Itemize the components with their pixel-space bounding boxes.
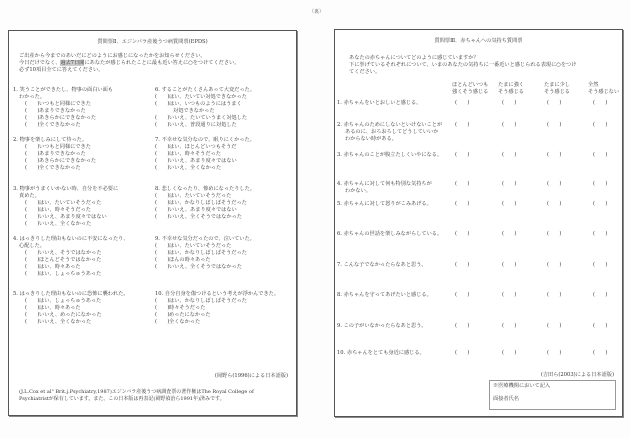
rating-checkbox[interactable]: ( ) xyxy=(455,323,470,329)
answer-option[interactable] xyxy=(155,319,290,326)
medical-staff-box xyxy=(489,380,616,410)
answer-label: はい、時々あった xyxy=(39,305,81,312)
answer-option[interactable] xyxy=(13,158,148,165)
instruction-line-1: ご出産から今までのあいだにどのようにお感じになったかをお知らせください。 xyxy=(19,53,206,59)
answer-label: はい、時々あった xyxy=(39,264,81,271)
bonding-item-10: 10. 赤ちゃんをとても身近に感じる。 xyxy=(337,350,425,356)
rating-checkbox[interactable]: ( ) xyxy=(547,292,562,298)
answer-label: いいえ、全くそうではなかった xyxy=(169,214,242,221)
bonding-item-1: 1. 赤ちゃんをいとおしいと感じる。 xyxy=(337,100,422,106)
answer-checkbox[interactable]: ( ) xyxy=(25,158,40,165)
epds-questionnaire-panel xyxy=(8,30,297,416)
answer-option[interactable] xyxy=(13,101,148,108)
rating-checkbox[interactable]: ( ) xyxy=(502,350,517,356)
answer-label: いいえ、全くそうではなかった xyxy=(169,264,242,271)
epds-instructions xyxy=(19,53,239,74)
answer-label: いいえ、あまり度々ではない xyxy=(169,207,237,214)
bonding-item-6: 6. 赤ちゃんの世話を楽しみながらしている。 xyxy=(337,231,443,237)
rating-checkbox[interactable]: ( ) xyxy=(593,152,608,158)
answer-option[interactable] xyxy=(13,257,148,264)
scale-column-header-1: ほとんどいつも 強くそう感じる xyxy=(452,82,489,96)
bonding-item-9: 9. この子がいなかったらなあと思う。 xyxy=(337,323,427,329)
answer-label: 全くできなかった xyxy=(39,122,81,129)
answer-option[interactable] xyxy=(155,158,290,165)
answer-label: はい、たいてい対処できなかった xyxy=(169,94,247,101)
answer-option[interactable] xyxy=(13,221,148,228)
epds-citation: (岡野ら(1996)による日本語版) xyxy=(214,373,288,379)
answer-label: いいえ、全くなかった xyxy=(169,165,222,172)
answer-label: あまりできなかった xyxy=(39,108,86,115)
rating-checkbox[interactable]: ( ) xyxy=(502,100,517,106)
answer-checkbox[interactable]: ( ) xyxy=(25,312,40,319)
question-text-cont: わかった。 xyxy=(19,94,45,101)
answer-label: はい、時々そうだった xyxy=(39,207,91,214)
answer-label-cont: 対処できなかった xyxy=(173,108,215,115)
answer-label: いいえ、たいていうまく対処した xyxy=(169,115,248,122)
instruction-line-2: 今日だけでなく、過去7日間にあなたが感じられたことに最も近い答えに○をつけてください。 xyxy=(19,60,240,67)
answer-checkbox[interactable]: ( ) xyxy=(155,250,170,257)
answer-label: めったになかった xyxy=(169,312,211,319)
answer-checkbox[interactable]: ( ) xyxy=(25,115,40,122)
bonding-citation: (吉田ら(2003)による日本語版) xyxy=(540,372,614,378)
epds-question-3 xyxy=(13,186,148,228)
answer-label: あまりできなかった xyxy=(39,151,86,158)
question-text: 2. 物事を楽しみにして待った。 xyxy=(13,137,88,143)
rating-checkbox[interactable]: ( ) xyxy=(593,201,608,207)
answer-option[interactable] xyxy=(155,94,290,101)
answer-checkbox[interactable]: ( ) xyxy=(155,165,170,172)
answer-checkbox[interactable]: ( ) xyxy=(155,158,170,165)
answer-label: はい、かなりしばしばそうだった xyxy=(169,250,247,257)
answer-checkbox[interactable]: ( ) xyxy=(155,312,170,319)
bonding-title: 質問票Ⅲ．赤ちゃんへの気持ち質問票 xyxy=(434,38,523,44)
rating-checkbox[interactable]: ( ) xyxy=(502,323,517,329)
answer-label: ほんの時々あった xyxy=(169,257,211,264)
instruction-line-3: 必ず10項目全てに答えてください。 xyxy=(19,67,104,74)
epds-question-5 xyxy=(13,291,148,326)
bonding-instructions: あなたの赤ちゃんについてどのように感じていますか？ 下に挙げているそれぞれについて、いまのあなたの気持ちに一番近いと感じられる表現に○をつけ てください。 xyxy=(349,55,577,76)
bonding-item-4: 4. 赤ちゃんに対して何も特別な気持ちが わかない。 xyxy=(337,181,432,195)
question-text: 1. 笑うことができたし、物事の面白い面も xyxy=(13,87,113,93)
answer-checkbox[interactable]: ( ) xyxy=(155,214,170,221)
question-text: 9. 不幸せな気分だったので、泣いていた。 xyxy=(155,236,255,242)
answer-checkbox[interactable]: ( ) xyxy=(155,122,170,129)
question-text: 6. することがたくさんあって大変だった。 xyxy=(155,87,255,93)
answer-checkbox[interactable]: ( ) xyxy=(25,298,40,305)
answer-label: はい、ほとんどいつもそうだ xyxy=(169,144,237,151)
epds-question-2 xyxy=(13,137,148,172)
answer-checkbox[interactable]: ( ) xyxy=(155,193,170,200)
answer-label: 全くなかった xyxy=(169,319,201,326)
answer-option[interactable] xyxy=(155,165,290,172)
answer-option[interactable] xyxy=(155,144,290,151)
rating-checkbox[interactable]: ( ) xyxy=(502,292,517,298)
rating-checkbox[interactable]: ( ) xyxy=(547,231,562,237)
answer-checkbox[interactable]: ( ) xyxy=(25,214,40,221)
answer-option[interactable] xyxy=(155,193,290,200)
answer-label: いつもと同様にできた xyxy=(39,144,91,151)
answer-option[interactable] xyxy=(155,250,290,257)
answer-label: はい、かなりしばしばそうだった xyxy=(169,200,247,207)
answer-option[interactable] xyxy=(155,305,290,312)
rating-checkbox[interactable]: ( ) xyxy=(455,231,470,237)
answer-checkbox[interactable]: ( ) xyxy=(25,264,40,271)
answer-option[interactable] xyxy=(13,250,148,257)
answer-label: いいえ、全くなかった xyxy=(39,319,92,326)
answer-option[interactable] xyxy=(155,214,290,221)
answer-checkbox[interactable]: ( ) xyxy=(155,115,170,122)
answer-option[interactable] xyxy=(13,298,148,305)
rating-checkbox[interactable]: ( ) xyxy=(455,181,470,187)
answer-label: いいえ、全くなかった xyxy=(39,221,92,228)
answer-option[interactable] xyxy=(13,207,148,214)
epds-question-8 xyxy=(155,186,290,221)
answer-label: 時々そうだった xyxy=(169,305,206,312)
epds-question-9 xyxy=(155,236,290,271)
answer-checkbox[interactable]: ( ) xyxy=(25,271,40,278)
answer-checkbox[interactable]: ( ) xyxy=(155,298,170,305)
answer-checkbox[interactable]: ( ) xyxy=(25,207,40,214)
answer-checkbox[interactable]: ( ) xyxy=(25,108,40,115)
staff-box-heading: ※医療機関において記入 xyxy=(493,383,551,389)
rating-checkbox[interactable]: ( ) xyxy=(593,231,608,237)
answer-label: はい、たいていそうだった xyxy=(169,193,232,200)
answer-label: はい、たいていそうだった xyxy=(39,200,102,207)
scale-column-header-4: 全然 そう感じない xyxy=(588,82,620,96)
answer-checkbox[interactable]: ( ) xyxy=(25,151,40,158)
question-text: 4. はっきりした理由もないのに不安になったり、 xyxy=(13,236,129,242)
answer-label: ほとんどそうではなかった xyxy=(39,257,102,264)
rating-checkbox[interactable]: ( ) xyxy=(547,181,562,187)
epds-question-7 xyxy=(155,137,290,172)
rating-checkbox[interactable]: ( ) xyxy=(455,201,470,207)
answer-label: いつもと同様にできた xyxy=(39,101,91,108)
answer-checkbox[interactable]: ( ) xyxy=(155,200,170,207)
answer-checkbox[interactable]: ( ) xyxy=(155,257,170,264)
answer-label: いいえ、あまり度々ではない xyxy=(39,214,107,221)
rating-checkbox[interactable]: ( ) xyxy=(455,350,470,356)
answer-label: はい、たいていそうだった xyxy=(169,243,232,250)
answer-checkbox[interactable]: ( ) xyxy=(25,165,40,172)
question-text: 7. 不幸せな気分なので、眠りにくかった。 xyxy=(155,137,255,143)
answer-checkbox[interactable]: ( ) xyxy=(25,250,40,257)
answer-option[interactable] xyxy=(155,151,290,158)
rating-checkbox[interactable]: ( ) xyxy=(455,122,470,128)
answer-checkbox[interactable]: ( ) xyxy=(25,200,40,207)
answer-label: はい、しょっちゅうあった xyxy=(39,298,102,305)
epds-title: 質問票Ⅱ．エジンバラ産後うつ病質問票(EPDS) xyxy=(97,39,208,45)
scale-column-header-3: たまに少し そう感じる xyxy=(544,82,570,96)
rating-checkbox[interactable]: ( ) xyxy=(593,323,608,329)
rating-checkbox[interactable]: ( ) xyxy=(502,201,517,207)
bonding-questionnaire-panel xyxy=(334,29,623,417)
rating-checkbox[interactable]: ( ) xyxy=(547,262,562,268)
rating-checkbox[interactable]: ( ) xyxy=(502,262,517,268)
answer-option[interactable] xyxy=(155,122,290,129)
answer-checkbox[interactable]: ( ) xyxy=(155,101,170,108)
answer-checkbox[interactable]: ( ) xyxy=(155,319,170,326)
bonding-item-2: 2. 赤ちゃんのためにしないといけないことが あるのに、おろおろしてどうしていいか わからない時がある。 xyxy=(337,122,443,143)
epds-question-4 xyxy=(13,236,148,278)
question-text: 8. 悲しくなったり、惨めになったりした。 xyxy=(155,186,255,192)
answer-option[interactable] xyxy=(13,144,148,151)
rating-checkbox[interactable]: ( ) xyxy=(502,122,517,128)
rating-checkbox[interactable]: ( ) xyxy=(593,292,608,298)
answer-label: はい、かなりしばしばそうだった xyxy=(169,298,247,305)
rating-checkbox[interactable]: ( ) xyxy=(593,262,608,268)
answer-checkbox[interactable]: ( ) xyxy=(155,243,170,250)
bonding-item-8: 8. 赤ちゃんを守ってあげたいと感じる。 xyxy=(337,292,432,298)
epds-question-6 xyxy=(155,87,290,129)
rating-checkbox[interactable]: ( ) xyxy=(593,350,608,356)
question-text: 10. 自分自身を傷つけるという考えが浮かんできた。 xyxy=(155,291,280,297)
answer-label: いいえ、そうではなかった xyxy=(39,250,102,257)
answer-label: はい、時々そうだった xyxy=(169,151,221,158)
bonding-item-5: 5. 赤ちゃんに対して怒りがこみあげる。 xyxy=(337,201,432,207)
answer-checkbox[interactable]: ( ) xyxy=(155,151,170,158)
answer-label: いいえ、普段通りに対処した xyxy=(169,122,237,129)
rating-checkbox[interactable]: ( ) xyxy=(547,100,562,106)
rating-checkbox[interactable]: ( ) xyxy=(455,100,470,106)
answer-label: あきらかにできなかった xyxy=(39,158,97,165)
rating-checkbox[interactable]: ( ) xyxy=(455,152,470,158)
question-text: 3. 物事がうまくいかない時、自分を不必要に xyxy=(13,186,119,192)
rating-checkbox[interactable]: ( ) xyxy=(547,323,562,329)
answer-option[interactable] xyxy=(155,101,290,108)
epds-question-1 xyxy=(13,87,148,129)
answer-label: いいえ、めったになかった xyxy=(39,312,102,319)
highlighted-period: 過去7日間 xyxy=(60,60,85,67)
rating-checkbox[interactable]: ( ) xyxy=(547,201,562,207)
answer-checkbox[interactable]: ( ) xyxy=(25,257,40,264)
answer-label: はい、いつものようにはうまく xyxy=(169,101,242,108)
rating-checkbox[interactable]: ( ) xyxy=(547,350,562,356)
answer-checkbox[interactable]: ( ) xyxy=(155,207,170,214)
rating-checkbox[interactable]: ( ) xyxy=(593,122,608,128)
scale-column-header-2: たまに強く そう感じる xyxy=(498,82,524,96)
rating-checkbox[interactable]: ( ) xyxy=(502,152,517,158)
answer-checkbox[interactable]: ( ) xyxy=(25,305,40,312)
answer-option[interactable] xyxy=(155,200,290,207)
answer-label: いいえ、あまり度々ではない xyxy=(169,158,237,165)
answer-option[interactable] xyxy=(13,319,148,326)
answer-option[interactable] xyxy=(13,312,148,319)
answer-option[interactable] xyxy=(13,305,148,312)
interviewer-name-field[interactable]: 面接者氏名 xyxy=(493,396,519,403)
bonding-item-7: 7. こんな子でなかったらなあと思う。 xyxy=(337,262,427,268)
rating-checkbox[interactable]: ( ) xyxy=(502,181,517,187)
answer-checkbox[interactable]: ( ) xyxy=(155,264,170,271)
question-text-cont: 心配した。 xyxy=(19,243,45,250)
bonding-item-3: 3. 赤ちゃんのことが腹立たしくいやになる。 xyxy=(337,152,443,158)
answer-option[interactable] xyxy=(13,108,148,115)
rating-checkbox[interactable]: ( ) xyxy=(547,152,562,158)
answer-option[interactable] xyxy=(13,165,148,172)
rating-checkbox[interactable]: ( ) xyxy=(455,262,470,268)
rating-checkbox[interactable]: ( ) xyxy=(455,292,470,298)
answer-option[interactable] xyxy=(13,151,148,158)
copyright-notice: (J.L.Cox et al" Brit.j.Psychiatry,1987)エジンバラ産後うつ病調査票の著作権はThe Royal College of Psychiatristが保有しています。また、この日本版は再表記(岡野禎治ら1991年)済みです。 xyxy=(19,389,254,402)
answer-option[interactable] xyxy=(155,264,290,271)
answer-label: はい、しょっちゅうあった xyxy=(39,271,102,278)
answer-checkbox[interactable]: ( ) xyxy=(155,94,170,101)
answer-checkbox[interactable]: ( ) xyxy=(25,122,40,129)
answer-option[interactable] xyxy=(155,257,290,264)
answer-checkbox[interactable]: ( ) xyxy=(155,144,170,151)
answer-option[interactable] xyxy=(155,312,290,319)
rating-checkbox[interactable]: ( ) xyxy=(502,231,517,237)
epds-question-10 xyxy=(155,291,290,326)
rating-checkbox[interactable]: ( ) xyxy=(593,100,608,106)
answer-option[interactable] xyxy=(155,298,290,305)
answer-checkbox[interactable]: ( ) xyxy=(155,305,170,312)
rating-checkbox[interactable]: ( ) xyxy=(547,122,562,128)
answer-checkbox[interactable]: ( ) xyxy=(25,101,40,108)
answer-checkbox[interactable]: ( ) xyxy=(25,144,40,151)
answer-option[interactable] xyxy=(155,243,290,250)
answer-option[interactable] xyxy=(13,271,148,278)
question-text-cont: 責めた。 xyxy=(19,193,40,200)
answer-option[interactable] xyxy=(13,122,148,129)
answer-label: 全くできなかった xyxy=(39,165,81,172)
question-text: 5. はっきりした理由もないのに恐怖に襲われた。 xyxy=(13,291,129,297)
page-side-label: （裏） xyxy=(309,9,325,15)
rating-checkbox[interactable]: ( ) xyxy=(593,181,608,187)
answer-checkbox[interactable]: ( ) xyxy=(25,319,40,326)
answer-checkbox[interactable]: ( ) xyxy=(25,221,40,228)
answer-label: あきらかにできなかった xyxy=(39,115,97,122)
answer-option[interactable] xyxy=(13,200,148,207)
answer-option[interactable] xyxy=(155,207,290,214)
